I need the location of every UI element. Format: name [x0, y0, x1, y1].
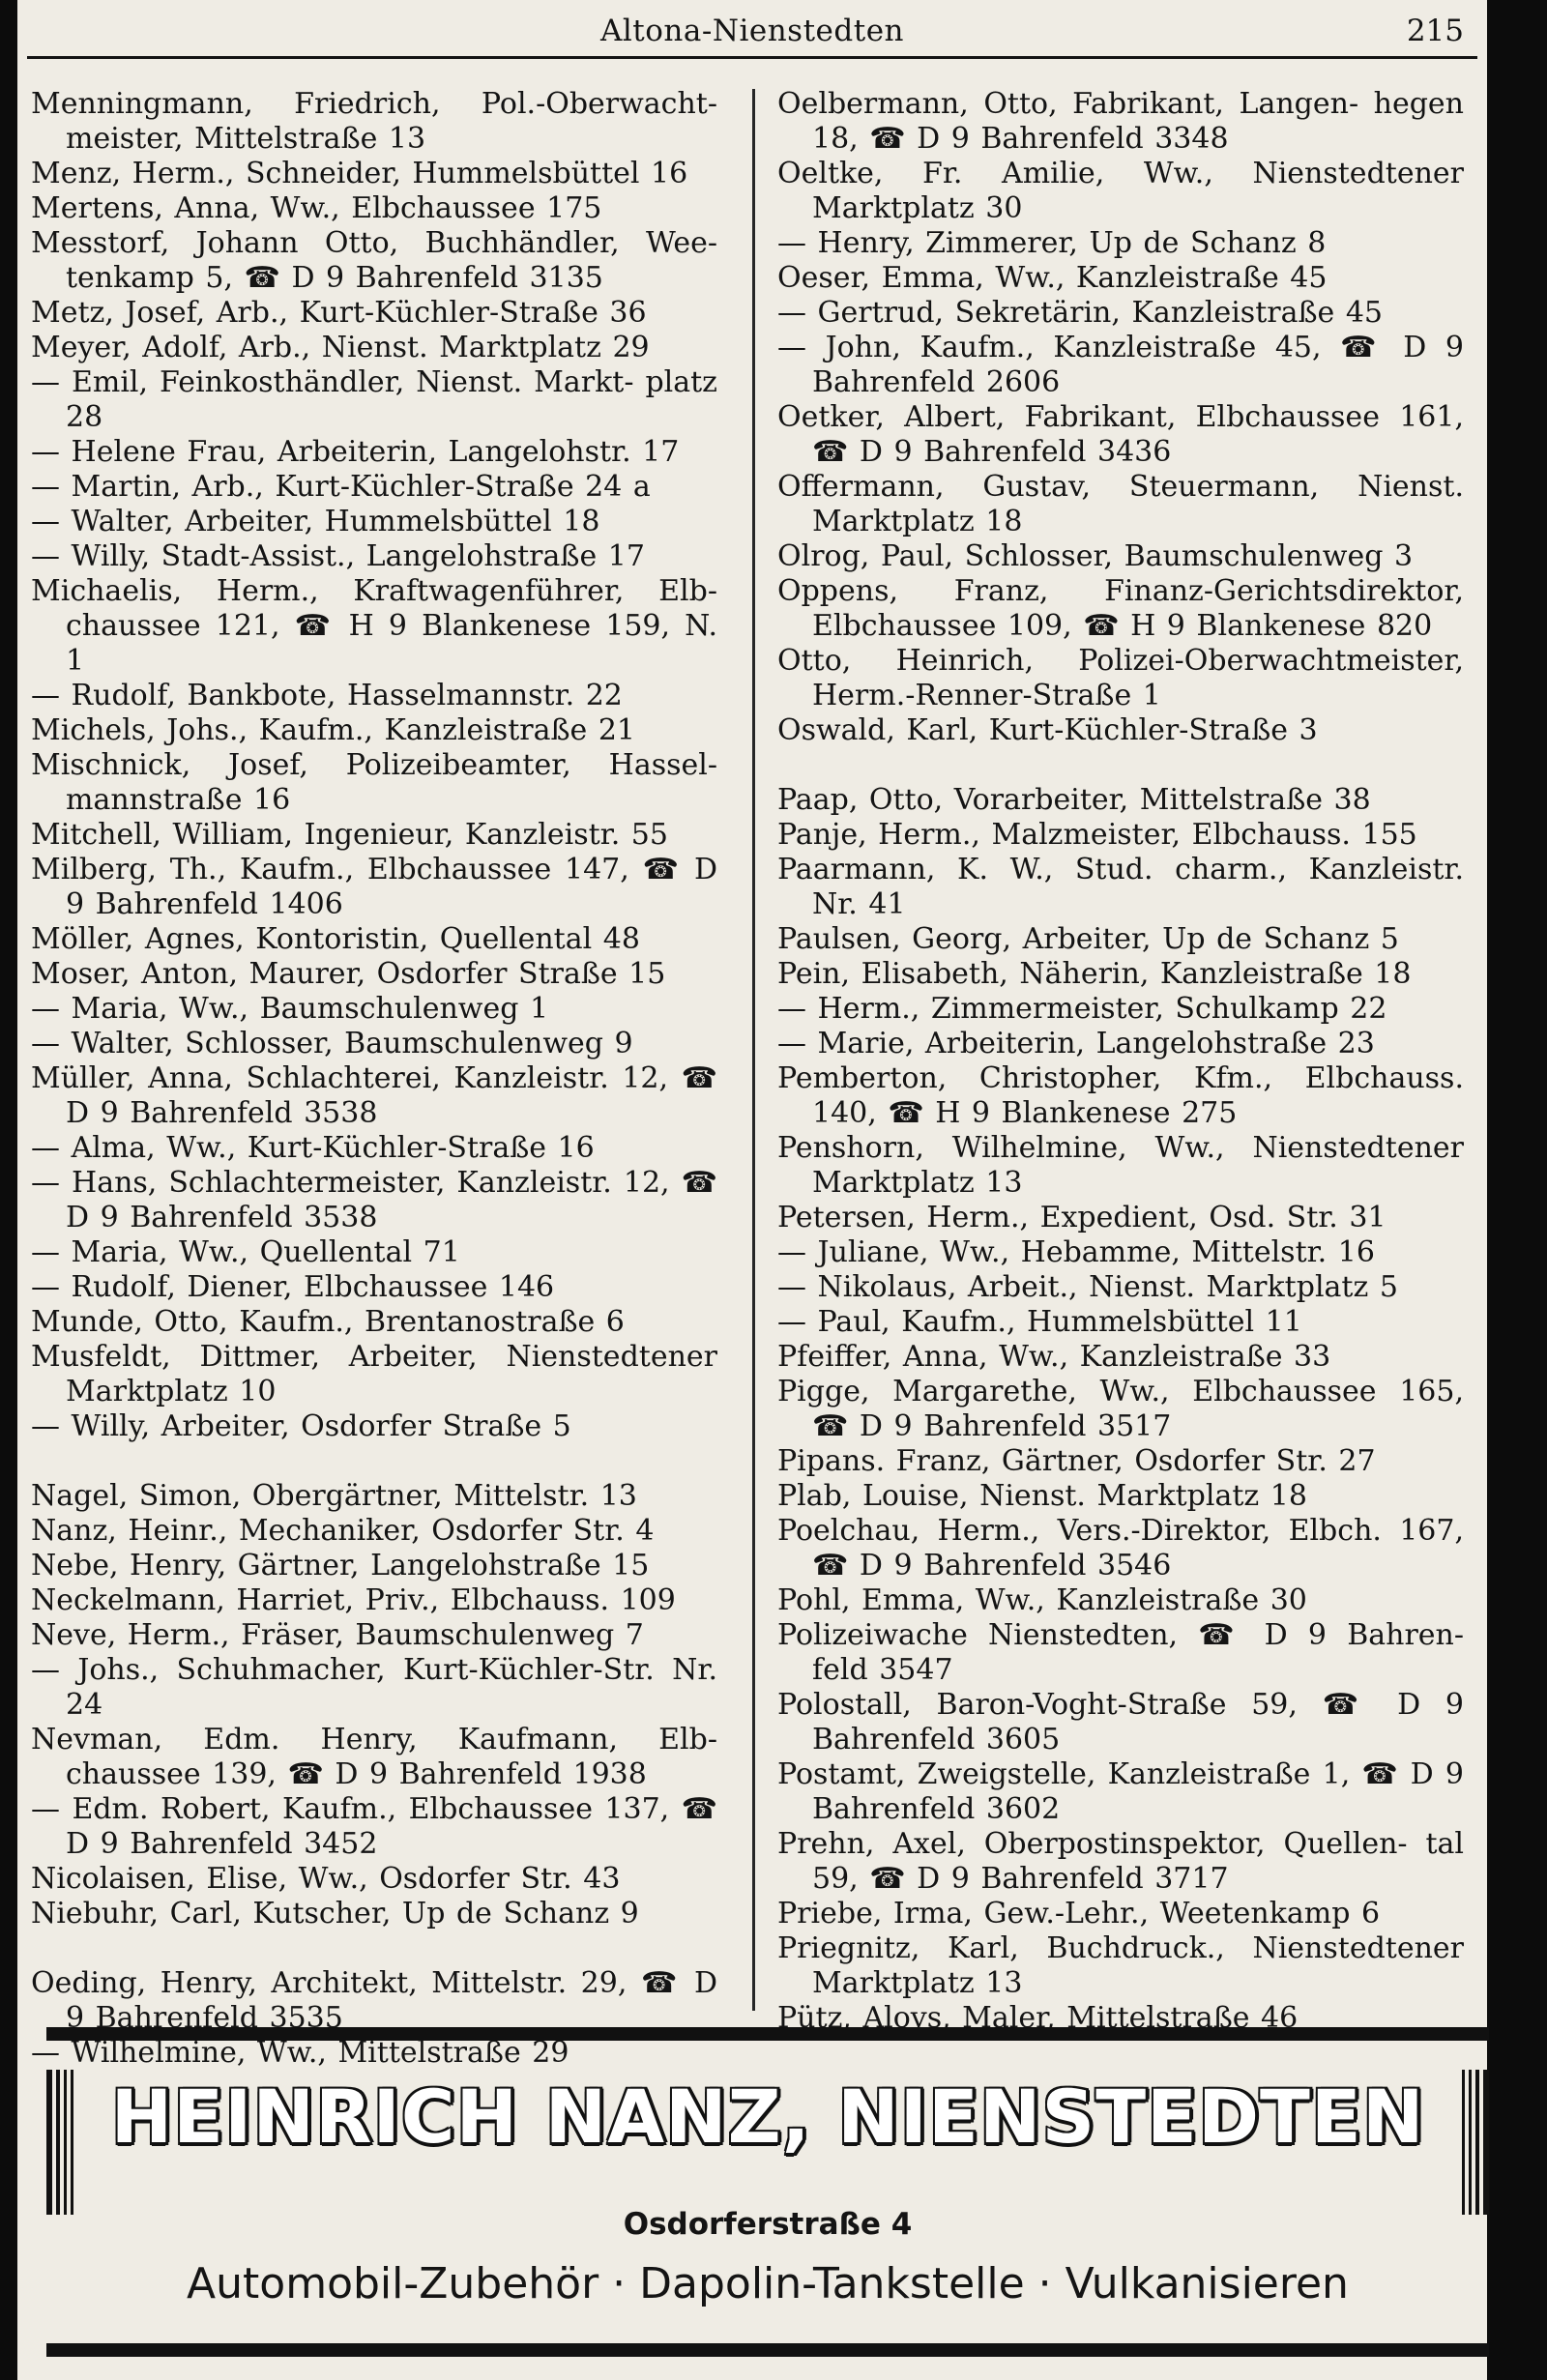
directory-entry: — Wilhelmine, Ww., Mittelstraße 29	[31, 2036, 569, 2070]
directory-entry: — Juliane, Ww., Hebamme, Mittelstr. 16	[777, 1235, 1375, 1269]
ad-services: Automobil-Zubehör · Dapolin-Tankstelle · Vulkanisieren	[187, 2259, 1349, 2308]
advertisement	[46, 2027, 1489, 2357]
column-divider	[752, 89, 755, 2011]
directory-entry: Priebe, Irma, Gew.-Lehr., Weetenkamp 6	[777, 1897, 1381, 1930]
directory-entry: Messtorf, Johann Otto, Buchhändler, Wee- tenkamp 5, ☎ D 9 Bahrenfeld 3135	[31, 226, 717, 295]
directory-entry: — Paul, Kaufm., Hummelsbüttel 11	[777, 1305, 1302, 1339]
directory-entry: Panje, Herm., Malzmeister, Elbchauss. 155	[777, 818, 1417, 852]
directory-entry: Polostall, Baron-Voght-Straße 59, ☎ D 9 Bahrenfeld 3605	[777, 1688, 1464, 1756]
directory-entry: Paarmann, K. W., Stud. charm., Kanzleistr. Nr. 41	[777, 853, 1464, 921]
directory-entry: Neckelmann, Harriet, Priv., Elbchauss. 109	[31, 1583, 676, 1617]
directory-entry: — Willy, Arbeiter, Osdorfer Straße 5	[31, 1409, 571, 1443]
directory-entry: Meyer, Adolf, Arb., Nienst. Marktplatz 29	[31, 331, 650, 364]
directory-entry: Pohl, Emma, Ww., Kanzleistraße 30	[777, 1583, 1307, 1617]
directory-entry: — Alma, Ww., Kurt-Küchler-Straße 16	[31, 1131, 595, 1165]
directory-entry: Munde, Otto, Kaufm., Brentanostraße 6	[31, 1305, 625, 1339]
ad-bars-left	[46, 2070, 81, 2215]
right-column	[777, 87, 1464, 2036]
directory-entry: Nebe, Henry, Gärtner, Langelohstraße 15	[31, 1549, 650, 1582]
header-divider	[27, 56, 1477, 59]
directory-entry: Oetker, Albert, Fabrikant, Elbchaussee 161, ☎ D 9 Bahrenfeld 3436	[777, 400, 1464, 469]
directory-entry: Penshorn, Wilhelmine, Ww., Nienstedtener Marktplatz 13	[777, 1131, 1464, 1200]
directory-entry: Pipans. Franz, Gärtner, Osdorfer Str. 27	[777, 1444, 1376, 1478]
directory-entry: — Martin, Arb., Kurt-Küchler-Straße 24 a	[31, 470, 651, 504]
page-number: 215	[1406, 14, 1464, 48]
directory-entry: — Rudolf, Bankbote, Hasselmannstr. 22	[31, 679, 623, 712]
directory-entry: Musfeldt, Dittmer, Arbeiter, Nienstedtener Marktplatz 10	[31, 1340, 717, 1408]
directory-entry: — Gertrud, Sekretärin, Kanzleistraße 45	[777, 296, 1383, 330]
directory-entry: Plab, Louise, Nienst. Marktplatz 18	[777, 1479, 1307, 1513]
directory-entry: Mitchell, William, Ingenieur, Kanzleistr. 55	[31, 818, 668, 852]
section-gap	[31, 1444, 717, 1479]
left-column	[31, 87, 717, 2071]
ad-street: Osdorferstraße 4	[623, 2207, 913, 2242]
page-header	[17, 14, 1487, 58]
directory-entry: — Helene Frau, Arbeiterin, Langelohstr. 17	[31, 435, 680, 469]
directory-entry: Mischnick, Josef, Polizeibeamter, Hassel- mannstraße 16	[31, 748, 717, 817]
directory-entry: Menningmann, Friedrich, Pol.-Oberwacht- meister, Mittelstraße 13	[31, 87, 717, 156]
directory-entry: Oppens, Franz, Finanz-Gerichtsdirektor, Elbchaussee 109, ☎ H 9 Blankenese 820	[777, 574, 1464, 643]
directory-entry: Postamt, Zweigstelle, Kanzleistraße 1, ☎ D 9 Bahrenfeld 3602	[777, 1757, 1464, 1826]
directory-entry: Oeltke, Fr. Amilie, Ww., Nienstedtener Marktplatz 30	[777, 157, 1464, 225]
directory-entry: — Emil, Feinkosthändler, Nienst. Markt- platz 28	[31, 365, 717, 434]
directory-entry: — Willy, Stadt-Assist., Langelohstraße 17	[31, 539, 645, 573]
directory-entry: — Johs., Schuhmacher, Kurt-Küchler-Str. Nr. 24	[31, 1653, 717, 1722]
directory-entry: Oelbermann, Otto, Fabrikant, Langen- hegen 18, ☎ D 9 Bahrenfeld 3348	[777, 87, 1464, 156]
directory-entry: Pfeiffer, Anna, Ww., Kanzleistraße 33	[777, 1340, 1331, 1374]
directory-entry: Nevman, Edm. Henry, Kaufmann, Elb- chaussee 139, ☎ D 9 Bahrenfeld 1938	[31, 1723, 717, 1791]
ad-bars-right	[1454, 2070, 1489, 2215]
directory-entry: — Herm., Zimmermeister, Schulkamp 22	[777, 992, 1387, 1026]
directory-entry: Paap, Otto, Vorarbeiter, Mittelstraße 38	[777, 783, 1371, 817]
directory-entry: Oeser, Emma, Ww., Kanzleistraße 45	[777, 261, 1328, 295]
directory-entry: Petersen, Herm., Expedient, Osd. Str. 31	[777, 1201, 1386, 1234]
directory-entry: Offermann, Gustav, Steuermann, Nienst. Marktplatz 18	[777, 470, 1464, 538]
directory-entry: — Rudolf, Diener, Elbchaussee 146	[31, 1270, 555, 1304]
directory-entry: — Maria, Ww., Quellental 71	[31, 1235, 460, 1269]
directory-entry: Niebuhr, Carl, Kutscher, Up de Schanz 9	[31, 1897, 639, 1930]
directory-entry: Polizeiwache Nienstedten, ☎ D 9 Bahren- feld 3547	[777, 1618, 1464, 1687]
directory-entry: Nagel, Simon, Obergärtner, Mittelstr. 13	[31, 1479, 637, 1513]
directory-entry: Oeding, Henry, Architekt, Mittelstr. 29, ☎ D 9 Bahrenfeld 3535	[31, 1966, 717, 2035]
section-gap	[777, 748, 1464, 783]
page-title: Altona-Nienstedten	[599, 14, 905, 48]
directory-entry: Olrog, Paul, Schlosser, Baumschulenweg 3	[777, 539, 1414, 573]
directory-entry: — John, Kaufm., Kanzleistraße 45, ☎ D 9 Bahrenfeld 2606	[777, 331, 1464, 399]
directory-entry: Neve, Herm., Fräser, Baumschulenweg 7	[31, 1618, 644, 1652]
directory-entry: — Maria, Ww., Baumschulenweg 1	[31, 992, 549, 1026]
directory-entry: Pein, Elisabeth, Näherin, Kanzleistraße 18	[777, 957, 1412, 991]
directory-entry: Oswald, Karl, Kurt-Küchler-Straße 3	[777, 713, 1318, 747]
directory-entry: Milberg, Th., Kaufm., Elbchaussee 147, ☎ D 9 Bahrenfeld 1406	[31, 853, 717, 921]
directory-entry: Möller, Agnes, Kontoristin, Quellental 48	[31, 922, 640, 956]
directory-entry: Mertens, Anna, Ww., Elbchaussee 175	[31, 191, 602, 225]
directory-entry: Michels, Johs., Kaufm., Kanzleistraße 21	[31, 713, 635, 747]
directory-entry: — Walter, Schlosser, Baumschulenweg 9	[31, 1027, 633, 1060]
directory-entry: Müller, Anna, Schlachterei, Kanzleistr. 12, ☎ D 9 Bahrenfeld 3538	[31, 1061, 717, 1130]
directory-entry: Nicolaisen, Elise, Ww., Osdorfer Str. 43	[31, 1862, 621, 1896]
section-gap	[31, 1931, 717, 1966]
directory-entry: — Nikolaus, Arbeit., Nienst. Marktplatz 5	[777, 1270, 1398, 1304]
directory-entry: Otto, Heinrich, Polizei-Oberwachtmeister, Herm.-Renner-Straße 1	[777, 644, 1464, 712]
directory-entry: — Edm. Robert, Kaufm., Elbchaussee 137, ☎ D 9 Bahrenfeld 3452	[31, 1792, 717, 1861]
directory-entry: Priegnitz, Karl, Buchdruck., Nienstedtener Marktplatz 13	[777, 1931, 1464, 2000]
directory-entry: Pütz, Aloys, Maler, Mittelstraße 46	[777, 2001, 1299, 2035]
directory-entry: Moser, Anton, Maurer, Osdorfer Straße 15	[31, 957, 666, 991]
directory-entry: Nanz, Heinr., Mechaniker, Osdorfer Str. 4	[31, 1514, 655, 1548]
directory-entry: — Marie, Arbeiterin, Langelohstraße 23	[777, 1027, 1375, 1060]
directory-entry: — Walter, Arbeiter, Hummelsbüttel 18	[31, 505, 600, 538]
directory-entry: Metz, Josef, Arb., Kurt-Küchler-Straße 36	[31, 296, 647, 330]
directory-entry: Paulsen, Georg, Arbeiter, Up de Schanz 5	[777, 922, 1399, 956]
directory-entry: Poelchau, Herm., Vers.-Direktor, Elbch. 167, ☎ D 9 Bahrenfeld 3546	[777, 1514, 1464, 1582]
directory-entry: Pigge, Margarethe, Ww., Elbchaussee 165, ☎ D 9 Bahrenfeld 3517	[777, 1375, 1464, 1443]
directory-entry: — Henry, Zimmerer, Up de Schanz 8	[777, 226, 1327, 260]
ad-headline: HEINRICH NANZ, NIENSTEDTEN	[110, 2074, 1425, 2160]
directory-page	[17, 0, 1487, 2380]
directory-entry: — Hans, Schlachtermeister, Kanzleistr. 12, ☎ D 9 Bahrenfeld 3538	[31, 1166, 717, 1234]
directory-entry: Pemberton, Christopher, Kfm., Elbchauss. 140, ☎ H 9 Blankenese 275	[777, 1061, 1464, 1130]
directory-entry: Menz, Herm., Schneider, Hummelsbüttel 16	[31, 157, 688, 190]
directory-entry: Michaelis, Herm., Kraftwagenführer, Elb- chaussee 121, ☎ H 9 Blankenese 159, N. 1	[31, 574, 717, 678]
directory-entry: Prehn, Axel, Oberpostinspektor, Quellen- tal 59, ☎ D 9 Bahrenfeld 3717	[777, 1827, 1464, 1896]
